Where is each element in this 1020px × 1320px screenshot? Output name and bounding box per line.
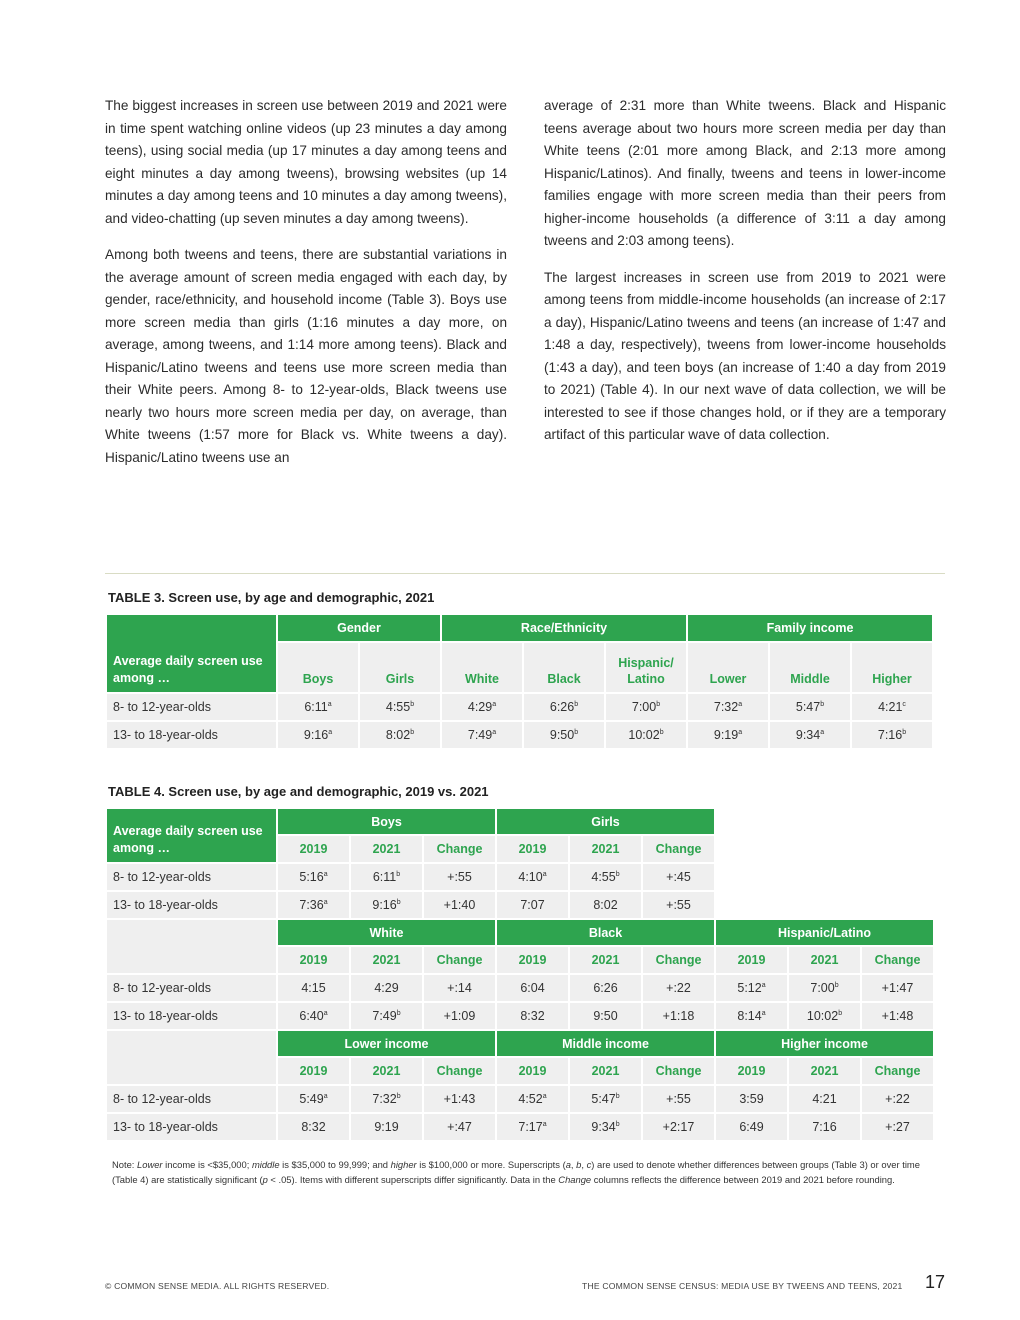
significance-superscript: a bbox=[328, 729, 333, 736]
significance-superscript: b bbox=[615, 1121, 620, 1128]
row-label: 13- to 18-year-olds bbox=[107, 892, 276, 918]
cell-value: +:47 bbox=[447, 1120, 472, 1134]
cell-value: 6:40 bbox=[299, 1009, 324, 1023]
significance-superscript: b bbox=[396, 899, 401, 906]
cell-value: 10:02 bbox=[806, 1009, 839, 1023]
cell-value: +:14 bbox=[447, 981, 472, 995]
note-text: Lower bbox=[137, 1159, 163, 1170]
note-text: higher bbox=[390, 1159, 417, 1170]
table4-cell bbox=[497, 1003, 568, 1029]
table4-subcolumn-header: 2019 bbox=[278, 947, 349, 973]
cell-value: +:45 bbox=[666, 870, 691, 884]
significance-superscript: a bbox=[738, 729, 743, 736]
significance-superscript: b bbox=[820, 701, 825, 708]
significance-superscript: b bbox=[410, 701, 415, 708]
cell-value: 9:19 bbox=[374, 1120, 399, 1134]
cell-value: 4:29 bbox=[467, 700, 493, 714]
table3-row bbox=[107, 694, 932, 720]
table4-cell bbox=[643, 975, 714, 1001]
table4-cell bbox=[789, 1114, 860, 1140]
table4-cell bbox=[424, 1114, 495, 1140]
table4-cell bbox=[351, 1114, 422, 1140]
significance-superscript: a bbox=[323, 1010, 328, 1017]
significance-superscript: b bbox=[656, 701, 661, 708]
cell-value: +1:40 bbox=[443, 898, 476, 912]
table3-title: TABLE 3. Screen use, by age and demographic, 2021 bbox=[108, 590, 435, 605]
note-text: columns reflects the difference between 2019 and 2021 before rounding. bbox=[591, 1173, 895, 1185]
table4-title: TABLE 4. Screen use, by age and demographic, 2019 vs. 2021 bbox=[108, 784, 489, 799]
cell-value: 4:15 bbox=[301, 981, 326, 995]
cell-value: 8:32 bbox=[301, 1120, 326, 1134]
table4-cell bbox=[351, 1086, 422, 1112]
significance-superscript: a bbox=[761, 982, 766, 989]
cell-value: 4:10 bbox=[518, 870, 543, 884]
cell-value: 4:55 bbox=[385, 700, 411, 714]
cell-value: +:55 bbox=[447, 870, 472, 884]
table4-subcolumn-header: 2021 bbox=[351, 836, 422, 862]
cell-value: 7:16 bbox=[812, 1120, 837, 1134]
table4-cell bbox=[789, 1003, 860, 1029]
cell-value: 6:04 bbox=[520, 981, 545, 995]
table4-cell bbox=[643, 1086, 714, 1112]
table4-cell bbox=[862, 975, 933, 1001]
table4-cell bbox=[643, 864, 714, 890]
cell-value: 7:49 bbox=[372, 1009, 397, 1023]
table4-subcolumn-header: Change bbox=[643, 836, 714, 862]
cell-value: 9:34 bbox=[795, 728, 821, 742]
row-label: 13- to 18-year-olds bbox=[107, 1003, 276, 1029]
table4-cell bbox=[497, 975, 568, 1001]
table3-row-header: Average daily screen use among … bbox=[107, 615, 276, 692]
cell-value: +1:09 bbox=[443, 1009, 476, 1023]
cell-value: +:22 bbox=[666, 981, 691, 995]
table3-group-header: Gender bbox=[278, 615, 440, 641]
table4-cell bbox=[424, 892, 495, 918]
significance-superscript: a bbox=[738, 701, 743, 708]
cell-value: 9:16 bbox=[372, 898, 397, 912]
cell-value: +:55 bbox=[666, 1092, 691, 1106]
significance-superscript: a bbox=[492, 701, 497, 708]
significance-superscript: a bbox=[542, 1121, 547, 1128]
cell-value: 6:11 bbox=[304, 700, 328, 714]
significance-superscript: b bbox=[396, 871, 401, 878]
table4-cell bbox=[716, 975, 787, 1001]
table4-cell bbox=[278, 975, 349, 1001]
table3-cell bbox=[606, 722, 686, 748]
table4-cell bbox=[351, 892, 422, 918]
cell-value: 4:55 bbox=[591, 870, 616, 884]
table4-cell bbox=[643, 1003, 714, 1029]
body-paragraph: The biggest increases in screen use between 2019 and 2021 were in time spent watching online videos (up 23 minutes a day among teens), using social media (up 17 minutes a day among teens and eight minutes a day among tweens), browsing websites (up 14 minutes a day among teens and 10 minutes a day among tweens), and video-chatting (up seven minutes a day among tweens). bbox=[105, 98, 507, 226]
table4-subcolumn-header: 2019 bbox=[497, 947, 568, 973]
cell-value: 7:49 bbox=[467, 728, 493, 742]
significance-superscript: a bbox=[542, 871, 547, 878]
note-text: is $100,000 or more. Superscripts ( bbox=[416, 1159, 566, 1170]
significance-superscript: b bbox=[574, 701, 579, 708]
table3-cell bbox=[360, 694, 440, 720]
table4-group-header: Black bbox=[497, 920, 714, 945]
body-paragraph: average of 2:31 more than White tweens. Black and Hispanic teens average about two hours more screen media per day than White teens (2:01 more among Black, and 2:13 more among Hispanic/Latinos). And finally, tweens and teens in lower-income families engage with more screen media than their peers from higher-income households (a difference of 3:11 a day among tweens and 2:03 among teens). bbox=[544, 98, 946, 248]
table4-cell bbox=[278, 892, 349, 918]
table4-cell bbox=[862, 1086, 933, 1112]
cell-value: 5:12 bbox=[737, 981, 762, 995]
significance-superscript: a bbox=[542, 1093, 547, 1100]
table4-cell bbox=[351, 1003, 422, 1029]
footer-copyright: © COMMON SENSE MEDIA. ALL RIGHTS RESERVED. bbox=[105, 1281, 330, 1291]
row-label: 8- to 12-year-olds bbox=[107, 1086, 276, 1112]
cell-value: +:22 bbox=[885, 1092, 910, 1106]
table3-cell bbox=[852, 694, 932, 720]
significance-superscript: a bbox=[323, 1093, 328, 1100]
table3-group-header: Family income bbox=[688, 615, 932, 641]
table4-row bbox=[107, 1003, 933, 1029]
table4-cell bbox=[570, 1114, 641, 1140]
table4-cell bbox=[570, 864, 641, 890]
table3-cell bbox=[770, 694, 850, 720]
table4-cell bbox=[424, 1086, 495, 1112]
table4-cell bbox=[570, 1086, 641, 1112]
table-note bbox=[112, 1158, 932, 1187]
table4-subcolumn-header: 2021 bbox=[789, 947, 860, 973]
significance-superscript: a bbox=[323, 899, 328, 906]
note-text: a bbox=[565, 1159, 571, 1170]
table3-column-header: Higher bbox=[852, 643, 932, 692]
table3-cell bbox=[688, 722, 768, 748]
table4-cell bbox=[716, 1003, 787, 1029]
row-label: 13- to 18-year-olds bbox=[107, 1114, 276, 1140]
significance-superscript: b bbox=[396, 1010, 401, 1017]
note-text: income is <$35,000; bbox=[162, 1159, 252, 1170]
row-label: 8- to 12-year-olds bbox=[107, 975, 276, 1001]
table4-group-header: Girls bbox=[497, 809, 714, 834]
table4-subcolumn-header: 2021 bbox=[570, 836, 641, 862]
significance-superscript: a bbox=[492, 729, 497, 736]
table4-cell bbox=[862, 1114, 933, 1140]
row-label: 8- to 12-year-olds bbox=[107, 864, 276, 890]
cell-value: 9:19 bbox=[713, 728, 739, 742]
table3-cell bbox=[360, 722, 440, 748]
significance-superscript: b bbox=[834, 982, 839, 989]
cell-value: 4:21 bbox=[878, 700, 903, 714]
row-label: 13- to 18-year-olds bbox=[107, 722, 276, 748]
cell-value: 4:29 bbox=[374, 981, 399, 995]
cell-value: 10:02 bbox=[628, 728, 660, 742]
table4-cell bbox=[424, 1003, 495, 1029]
cell-value: 7:32 bbox=[713, 700, 739, 714]
table4-cell bbox=[278, 1114, 349, 1140]
table4-cell bbox=[497, 1114, 568, 1140]
table4-cell bbox=[351, 864, 422, 890]
cell-value: 6:26 bbox=[593, 981, 618, 995]
table3-cell bbox=[442, 722, 522, 748]
table3-column-header: White bbox=[442, 643, 522, 692]
table3-column-header: Black bbox=[524, 643, 604, 692]
table3-group-header: Race/Ethnicity bbox=[442, 615, 686, 641]
table4-cell bbox=[570, 975, 641, 1001]
table4-row-header: Average daily screen use among … bbox=[107, 809, 276, 862]
table4-subcolumn-header: 2019 bbox=[716, 947, 787, 973]
note-text: ) are used to denote whether differences between groups (Table 3) or over time (Table 4) are statistically significant ( bbox=[112, 1159, 920, 1185]
table4-subcolumn-header: Change bbox=[424, 947, 495, 973]
significance-superscript: a bbox=[761, 1010, 766, 1017]
table4-empty-area bbox=[716, 809, 933, 918]
significance-superscript: b bbox=[410, 729, 415, 736]
cell-value: +1:48 bbox=[881, 1009, 914, 1023]
note-text: Note: bbox=[112, 1159, 138, 1170]
table3-cell bbox=[852, 722, 932, 748]
table4-cell bbox=[278, 1086, 349, 1112]
cell-value: +:55 bbox=[666, 898, 691, 912]
cell-value: 7:00 bbox=[810, 981, 835, 995]
cell-value: 4:21 bbox=[812, 1092, 837, 1106]
table4-cell bbox=[789, 1086, 860, 1112]
table4-cell bbox=[570, 1003, 641, 1029]
table4-group-header: Lower income bbox=[278, 1031, 495, 1056]
table4-cell bbox=[789, 975, 860, 1001]
cell-value: 8:14 bbox=[737, 1009, 762, 1023]
cell-value: 6:26 bbox=[549, 700, 575, 714]
cell-value: 7:36 bbox=[299, 898, 324, 912]
table4-subcolumn-header: 2021 bbox=[789, 1058, 860, 1084]
table3-cell bbox=[606, 694, 686, 720]
note-text: c bbox=[586, 1159, 592, 1170]
cell-value: 6:49 bbox=[739, 1120, 764, 1134]
table4-cell bbox=[497, 892, 568, 918]
table4-subcolumn-header: Change bbox=[424, 836, 495, 862]
table4-subcolumn-header: 2019 bbox=[278, 836, 349, 862]
significance-superscript: b bbox=[615, 1093, 620, 1100]
table4-subcolumn-header: 2019 bbox=[497, 1058, 568, 1084]
table3-cell bbox=[688, 694, 768, 720]
cell-value: 9:50 bbox=[593, 1009, 618, 1023]
cell-value: 5:49 bbox=[299, 1092, 324, 1106]
body-column-right bbox=[544, 95, 946, 461]
cell-value: +1:47 bbox=[881, 981, 914, 995]
cell-value: 7:17 bbox=[518, 1120, 543, 1134]
table4-cell bbox=[351, 975, 422, 1001]
table4-subcolumn-header: 2021 bbox=[351, 1058, 422, 1084]
significance-superscript: b bbox=[615, 871, 620, 878]
table4-cell bbox=[716, 1114, 787, 1140]
table3-row bbox=[107, 722, 932, 748]
cell-value: +1:43 bbox=[443, 1092, 476, 1106]
cell-value: 7:16 bbox=[877, 728, 903, 742]
note-text: < .05). Items with different superscripts differ significantly. Data in the bbox=[267, 1173, 559, 1185]
table3-cell bbox=[278, 722, 358, 748]
table4-subcolumn-header: 2019 bbox=[497, 836, 568, 862]
table4-blank-cell bbox=[107, 920, 276, 973]
significance-superscript: a bbox=[327, 701, 332, 708]
table4-cell bbox=[497, 1086, 568, 1112]
table4-cell bbox=[862, 1003, 933, 1029]
table3-column-header: Lower bbox=[688, 643, 768, 692]
table3-column-header: Hispanic/ Latino bbox=[606, 643, 686, 692]
cell-value: 7:00 bbox=[631, 700, 657, 714]
note-text: , bbox=[570, 1159, 577, 1170]
note-text: p bbox=[262, 1173, 268, 1185]
table4-group-header: Hispanic/Latino bbox=[716, 920, 933, 945]
table4-row bbox=[107, 975, 933, 1001]
table4-cell bbox=[570, 892, 641, 918]
table4-group-header: Boys bbox=[278, 809, 495, 834]
cell-value: +2:17 bbox=[662, 1120, 695, 1134]
table4-subcolumn-header: Change bbox=[862, 1058, 933, 1084]
note-text: , bbox=[581, 1159, 587, 1170]
cell-value: 5:47 bbox=[795, 700, 821, 714]
significance-superscript: c bbox=[902, 701, 906, 708]
cell-value: 9:34 bbox=[591, 1120, 616, 1134]
significance-superscript: a bbox=[323, 871, 328, 878]
table4-cell bbox=[643, 892, 714, 918]
table4-group-header: White bbox=[278, 920, 495, 945]
cell-value: +1:18 bbox=[662, 1009, 695, 1023]
significance-superscript: b bbox=[659, 729, 664, 736]
table3-cell bbox=[278, 694, 358, 720]
table3-column-header: Girls bbox=[360, 643, 440, 692]
table4-subcolumn-header: Change bbox=[424, 1058, 495, 1084]
significance-superscript: b bbox=[396, 1093, 401, 1100]
table4-cell bbox=[497, 864, 568, 890]
significance-superscript: a bbox=[820, 729, 825, 736]
table3-column-header: Boys bbox=[278, 643, 358, 692]
table4-subcolumn-header: Change bbox=[643, 1058, 714, 1084]
table4-cell bbox=[643, 1114, 714, 1140]
table3 bbox=[105, 613, 934, 750]
table4-subcolumn-header: Change bbox=[862, 947, 933, 973]
table3-cell bbox=[442, 694, 522, 720]
significance-superscript: b bbox=[902, 729, 907, 736]
table4-group-header: Middle income bbox=[497, 1031, 714, 1056]
row-label: 8- to 12-year-olds bbox=[107, 694, 276, 720]
footer-publication: THE COMMON SENSE CENSUS: MEDIA USE BY TWEENS AND TEENS, 2021 bbox=[582, 1281, 903, 1291]
table3-cell bbox=[770, 722, 850, 748]
note-text: Change bbox=[558, 1173, 592, 1185]
table4-cell bbox=[424, 975, 495, 1001]
table4-cell bbox=[424, 864, 495, 890]
table3-cell bbox=[524, 694, 604, 720]
body-paragraph: The largest increases in screen use from 2019 to 2021 were among teens from middle-income households (an increase of 2:17 a day), Hispanic/Latino tweens and teens (an increase of 1:47 and 1:48 a day, respectively), tweens from lower-income households (1:43 a day), and teen boys (an increase of 1:40 a day from 2019 to 2021) (Table 4). In our next wave of data collection, we will be interested to see if those changes hold, or if they are a temporary artifact of this particular wave of data collection. bbox=[544, 269, 946, 442]
cell-value: +:27 bbox=[885, 1120, 910, 1134]
page-number: 17 bbox=[925, 1272, 946, 1292]
body-column-left bbox=[105, 95, 507, 483]
table4-subcolumn-header: 2019 bbox=[716, 1058, 787, 1084]
table4-subcolumn-header: 2021 bbox=[351, 947, 422, 973]
cell-value: 3:59 bbox=[739, 1092, 764, 1106]
cell-value: 6:11 bbox=[372, 870, 397, 884]
cell-value: 5:16 bbox=[299, 870, 324, 884]
table4 bbox=[105, 807, 935, 1142]
cell-value: 8:02 bbox=[593, 898, 618, 912]
table3-column-header: Middle bbox=[770, 643, 850, 692]
table4-subcolumn-header: 2019 bbox=[278, 1058, 349, 1084]
table4-subcolumn-header: 2021 bbox=[570, 947, 641, 973]
cell-value: 7:07 bbox=[520, 898, 545, 912]
cell-value: 8:02 bbox=[385, 728, 411, 742]
note-text: middle bbox=[251, 1159, 280, 1170]
cell-value: 5:47 bbox=[591, 1092, 616, 1106]
table4-row bbox=[107, 1086, 933, 1112]
note-text: is $35,000 to 99,999; and bbox=[279, 1159, 391, 1170]
cell-value: 7:32 bbox=[372, 1092, 397, 1106]
table4-subcolumn-header: Change bbox=[643, 947, 714, 973]
table3-cell bbox=[524, 722, 604, 748]
cell-value: 9:16 bbox=[303, 728, 329, 742]
table4-cell bbox=[716, 1086, 787, 1112]
table4-group-header: Higher income bbox=[716, 1031, 933, 1056]
note-text: b bbox=[576, 1159, 582, 1170]
significance-superscript: b bbox=[574, 729, 579, 736]
table4-subcolumn-header: 2021 bbox=[570, 1058, 641, 1084]
body-paragraph: Among both tweens and teens, there are substantial variations in the average amount of screen media engaged with each day, by gender, race/ethnicity, and household income (Table 3). Boys use more screen media than girls (1:16 minutes a day more, on average, among tweens, and 1:14 more among teens). Black and Hispanic/Latino tweens and teens use more screen media than their White peers. Among 8- to 12-year-olds, Black tweens use nearly two hours more screen media per day, on average, than White tweens (1:57 more for Black vs. White tweens a day). Hispanic/Latino tweens use an bbox=[105, 247, 507, 465]
cell-value: 8:32 bbox=[520, 1009, 545, 1023]
table4-cell bbox=[278, 864, 349, 890]
section-divider bbox=[105, 573, 945, 574]
cell-value: 4:52 bbox=[518, 1092, 543, 1106]
cell-value: 9:50 bbox=[549, 728, 575, 742]
significance-superscript: b bbox=[838, 1010, 843, 1017]
table4-blank-cell bbox=[107, 1031, 276, 1084]
table4-cell bbox=[278, 1003, 349, 1029]
table4-row bbox=[107, 1114, 933, 1140]
